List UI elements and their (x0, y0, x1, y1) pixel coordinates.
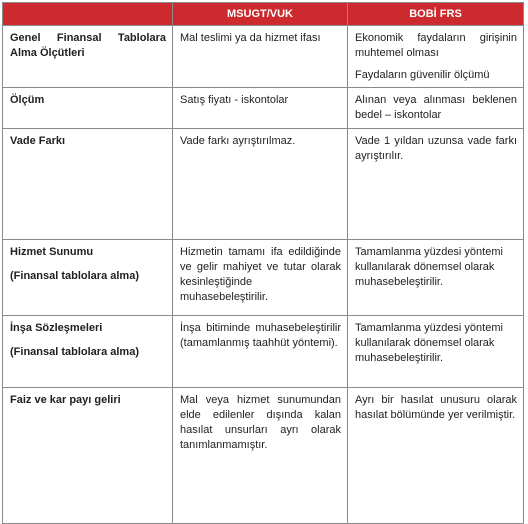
msugt-text: Mal teslimi ya da hizmet ifası (180, 32, 321, 44)
bobi-text: Ekonomik faydaların girişinin muhtemel olması (355, 32, 517, 59)
row-criterion (3, 88, 173, 129)
msugt-text: Vade farkı ayrıştırılmaz. (180, 135, 296, 147)
row-criterion (3, 388, 173, 524)
row-msugt (173, 88, 348, 129)
row-criterion (3, 26, 173, 88)
criterion-label: İnşa Sözleşmeleri (10, 322, 103, 334)
header-msugt: MSUGT/VUK (173, 3, 348, 26)
row-msugt (173, 129, 348, 240)
header-criteria (3, 3, 173, 26)
row-criterion (3, 129, 173, 240)
msugt-text: İnşa bitiminde muhasebeleştirilir (tamamlanmış taahhüt yöntemi). (180, 322, 341, 349)
row-bobi (348, 88, 524, 129)
row-bobi (348, 388, 524, 524)
row-bobi (348, 240, 524, 316)
criterion-label: Faiz ve kar payı geliri (10, 394, 121, 406)
row-criterion (3, 316, 173, 388)
row-msugt (173, 316, 348, 388)
criterion-label: Vade Farkı (10, 135, 66, 147)
row-bobi (348, 26, 524, 88)
criterion-sublabel: (Finansal tablolara alma) (10, 346, 139, 358)
bobi-text: Faydaların güvenilir ölçümü (355, 69, 490, 81)
msugt-text: Mal veya hizmet sunumundan elde edilenler dışında kalan hasılat unsurları ayrı olarak tanımlanmamıştır. (180, 394, 341, 451)
bobi-text: Vade 1 yıldan uzunsa vade farkı ayrıştırılır. (355, 135, 517, 162)
row-criterion (3, 240, 173, 316)
row-bobi (348, 129, 524, 240)
table-row (3, 240, 524, 316)
row-msugt (173, 388, 348, 524)
table-row (3, 129, 524, 240)
row-msugt (173, 26, 348, 88)
row-msugt (173, 240, 348, 316)
criterion-label: Ölçüm (10, 94, 45, 106)
msugt-text: Hizmetin tamamı ifa edildiğinde ve gelir mahiyet ve tutar olarak kesinleştiğinde muhasebeleştirilir. (180, 246, 341, 303)
table-row (3, 388, 524, 524)
table-row (3, 316, 524, 388)
criterion-label: Hizmet Sunumu (10, 246, 94, 258)
table-row (3, 88, 524, 129)
bobi-text: Alınan veya alınması beklenen bedel – iskontolar (355, 94, 517, 121)
criterion-label: Genel Finansal Tablolara Alma Ölçütleri (10, 32, 166, 59)
header-bobi: BOBİ FRS (348, 3, 524, 26)
row-bobi (348, 316, 524, 388)
bobi-text: Tamamlanma yüzdesi yöntemi kullanılarak dönemsel olarak muhasebeleştirilir. (355, 322, 503, 364)
criterion-sublabel: (Finansal tablolara alma) (10, 270, 139, 282)
table-row (3, 26, 524, 88)
bobi-text: Tamamlanma yüzdesi yöntemi kullanılarak dönemsel olarak muhasebeleştirilir. (355, 246, 503, 288)
table-header-row (3, 3, 524, 26)
bobi-text: Ayrı bir hasılat unusuru olarak hasılat bölümünde yer verilmiştir. (355, 394, 517, 421)
msugt-text: Satış fiyatı - iskontolar (180, 94, 289, 106)
comparison-table (2, 2, 524, 524)
